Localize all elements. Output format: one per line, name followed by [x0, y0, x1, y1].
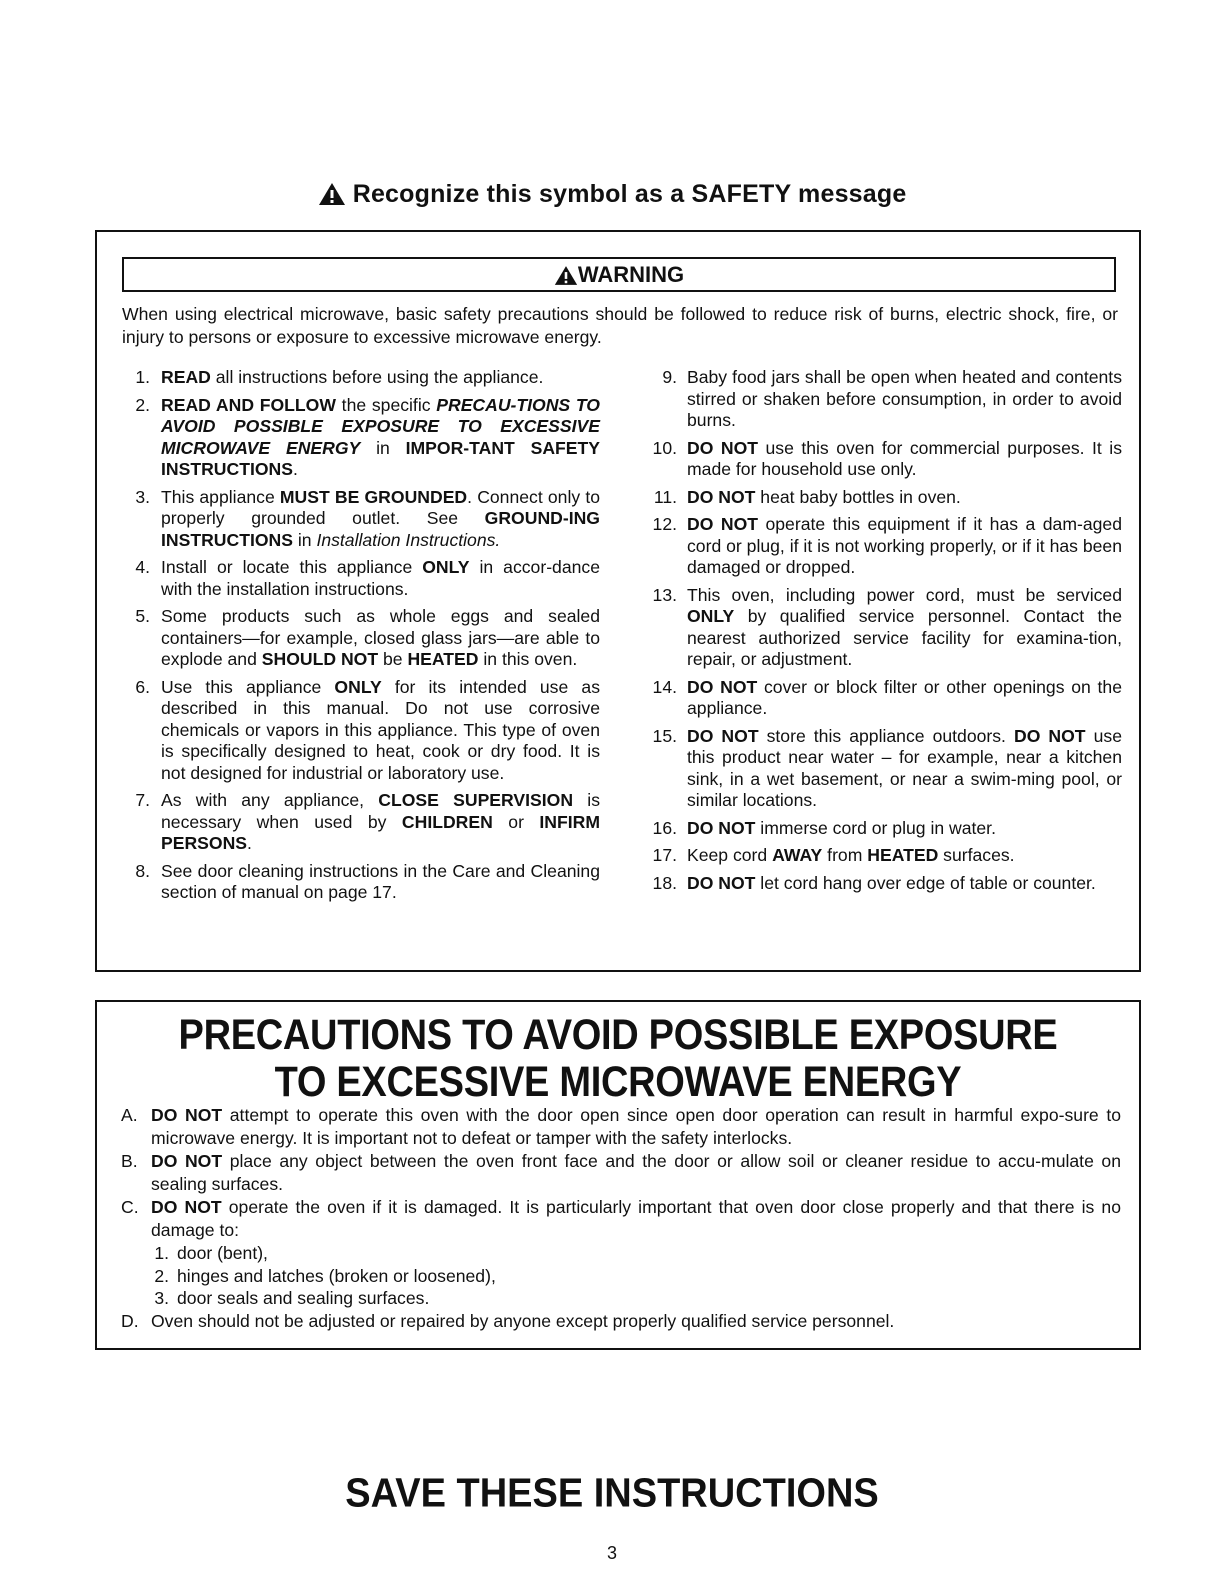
item-text: DO NOT cover or block filter or other openings on the appliance. [687, 676, 1123, 718]
list-item [130, 395, 600, 481]
item-number: 9. [662, 367, 677, 387]
item-text: DO NOT operate the oven if it is damaged. It is particularly important that oven door close properly and that there is no damage to: [151, 1197, 1121, 1240]
precautions-title-line1: PRECAUTIONS TO AVOID POSSIBLE EXPOSURE [178, 1012, 1058, 1060]
item-text: DO NOT let cord hang over edge of table or counter. [687, 872, 1096, 893]
list-item [121, 1104, 1121, 1149]
item-text: This oven, including power cord, must be serviced ONLY by qualified service personnel. Contact the nearest authorized service facility for examina-tion, repair, or adjustment. [687, 584, 1122, 669]
item-text: Keep cord AWAY from HEATED surfaces. [687, 845, 1015, 865]
list-item [130, 790, 600, 855]
list-item [647, 818, 1122, 840]
item-number: 18. [652, 872, 677, 893]
item-text: Install or locate this appliance ONLY in accor-dance with the installation instructions. [161, 557, 600, 599]
list-item [121, 1196, 1121, 1241]
list-item [647, 845, 1122, 867]
item-number: A. [121, 1105, 138, 1125]
item-text: DO NOT use this oven for commercial purposes. It is made for household use only. [687, 437, 1122, 479]
item-text: DO NOT immerse cord or plug in water. [687, 817, 996, 838]
safety-heading [0, 180, 1224, 209]
list-item [647, 367, 1122, 432]
item-text: DO NOT store this appliance outdoors. DO NOT use this product near water – for example, near a kitchen sink, in a wet basement, or near a swim-ming pool, or similar locations. [687, 725, 1122, 810]
warning-box [95, 230, 1141, 972]
item-text: DO NOT attempt to operate this oven with the door open since open door operation can result in harmful expo-sure to microwave energy. It is important not to defeat or tamper with the safety interlocks. [151, 1105, 1122, 1148]
item-number: 11. [653, 486, 677, 507]
item-text: hinges and latches (broken or loosened), [177, 1265, 496, 1286]
list-item [130, 367, 600, 389]
precautions-box [95, 1000, 1141, 1350]
list-item [647, 514, 1122, 579]
list-item [121, 1310, 1121, 1333]
item-number: 2. [135, 394, 150, 415]
item-number: 10. [652, 437, 677, 458]
save-instructions-heading: SAVE THESE INSTRUCTIONS [345, 1471, 879, 1517]
item-text: See door cleaning instructions in the Care and Cleaning section of manual on page 17. [161, 860, 600, 902]
item-text: door seals and sealing surfaces. [177, 1288, 430, 1308]
item-number: 1. [135, 367, 150, 387]
warning-list-left [130, 367, 600, 910]
list-item [121, 1150, 1121, 1195]
item-number: C. [121, 1197, 139, 1217]
item-number: 1. [154, 1243, 169, 1263]
item-number: 14. [652, 676, 677, 697]
precautions-title [97, 1012, 1139, 1106]
item-text: door (bent), [177, 1243, 268, 1263]
list-item [647, 873, 1122, 895]
item-number: 2. [154, 1265, 169, 1286]
list-item [647, 726, 1122, 812]
list-item [151, 1242, 1121, 1265]
list-item [647, 438, 1122, 481]
list-item [151, 1287, 1121, 1310]
item-number: 6. [135, 676, 150, 697]
item-number: 3. [135, 486, 150, 507]
list-item [647, 585, 1122, 671]
item-number: 8. [135, 860, 150, 881]
item-number: 7. [135, 790, 150, 810]
list-item [130, 487, 600, 552]
item-text: Baby food jars shall be open when heated and contents stirred or shaken before consumption, in order to avoid burns. [687, 367, 1122, 430]
item-text: Some products such as whole eggs and sealed containers—for example, closed glass jars—are able to explode and SHOULD NOT be HEATED in this oven. [161, 606, 600, 669]
item-text: As with any appliance, CLOSE SUPERVISION is necessary when used by CHILDREN or INFIRM PERSONS. [161, 790, 601, 853]
item-text: DO NOT place any object between the oven front face and the door or allow soil or cleaner residue to accu-mulate on sealing surfaces. [151, 1151, 1122, 1194]
item-text: Oven should not be adjusted or repaired by anyone except properly qualified service personnel. [151, 1310, 895, 1331]
precautions-list [121, 1104, 1121, 1333]
item-number: 16. [652, 817, 677, 838]
item-number: 12. [652, 514, 677, 534]
precautions-sublist [151, 1242, 1121, 1310]
item-text: This appliance MUST BE GROUNDED. Connect only to properly grounded outlet. See GROUND-ING INSTRUCTIONS in Installation Instructions. [161, 486, 600, 550]
page-number: 3 [606, 1543, 617, 1563]
list-item [130, 677, 600, 785]
item-text: READ all instructions before using the appliance. [161, 367, 544, 387]
warning-title-box [122, 257, 1116, 292]
list-item [130, 606, 600, 671]
item-number: 3. [154, 1288, 169, 1308]
item-number: D. [121, 1310, 139, 1331]
item-text: DO NOT heat baby bottles in oven. [687, 486, 961, 507]
item-number: 17. [652, 845, 677, 865]
precautions-title-line2: TO EXCESSIVE MICROWAVE ENERGY [274, 1059, 962, 1107]
list-item [130, 557, 600, 600]
warning-list-right [647, 367, 1122, 900]
list-item [647, 487, 1122, 509]
warning-title: WARNING [577, 262, 685, 287]
safety-heading-text: Recognize this symbol as a SAFETY message [352, 180, 907, 208]
list-item [151, 1265, 1121, 1288]
item-text: Use this appliance ONLY for its intended use as described in this manual. Do not use corrosive chemicals or vapors in this appliance. This type of oven is specifically designed to heat, cook or dry food. It is not designed for industrial or laboratory use. [161, 676, 600, 783]
item-text: READ AND FOLLOW the specific PRECAU-TIONS TO AVOID POSSIBLE EXPOSURE TO EXCESSIVE MICROWAVE ENERGY in IMPOR-TANT SAFETY INSTRUCTIONS. [161, 394, 600, 479]
item-number: 15. [652, 725, 677, 746]
list-item [647, 677, 1122, 720]
item-number: B. [121, 1151, 138, 1171]
item-text: DO NOT operate this equipment if it has a dam-aged cord or plug, if it is not working properly, or if it has been damaged or dropped. [687, 514, 1122, 577]
list-item [130, 861, 600, 904]
warning-triangle-icon [318, 182, 346, 206]
warning-intro: When using electrical microwave, basic safety precautions should be followed to reduce risk of burns, electric shock, fire, or injury to persons or exposure to excessive microwave energy. [122, 304, 1118, 347]
warning-triangle-icon [554, 265, 578, 286]
item-number: 4. [135, 557, 150, 577]
item-number: 13. [652, 584, 677, 605]
item-number: 5. [135, 606, 150, 626]
